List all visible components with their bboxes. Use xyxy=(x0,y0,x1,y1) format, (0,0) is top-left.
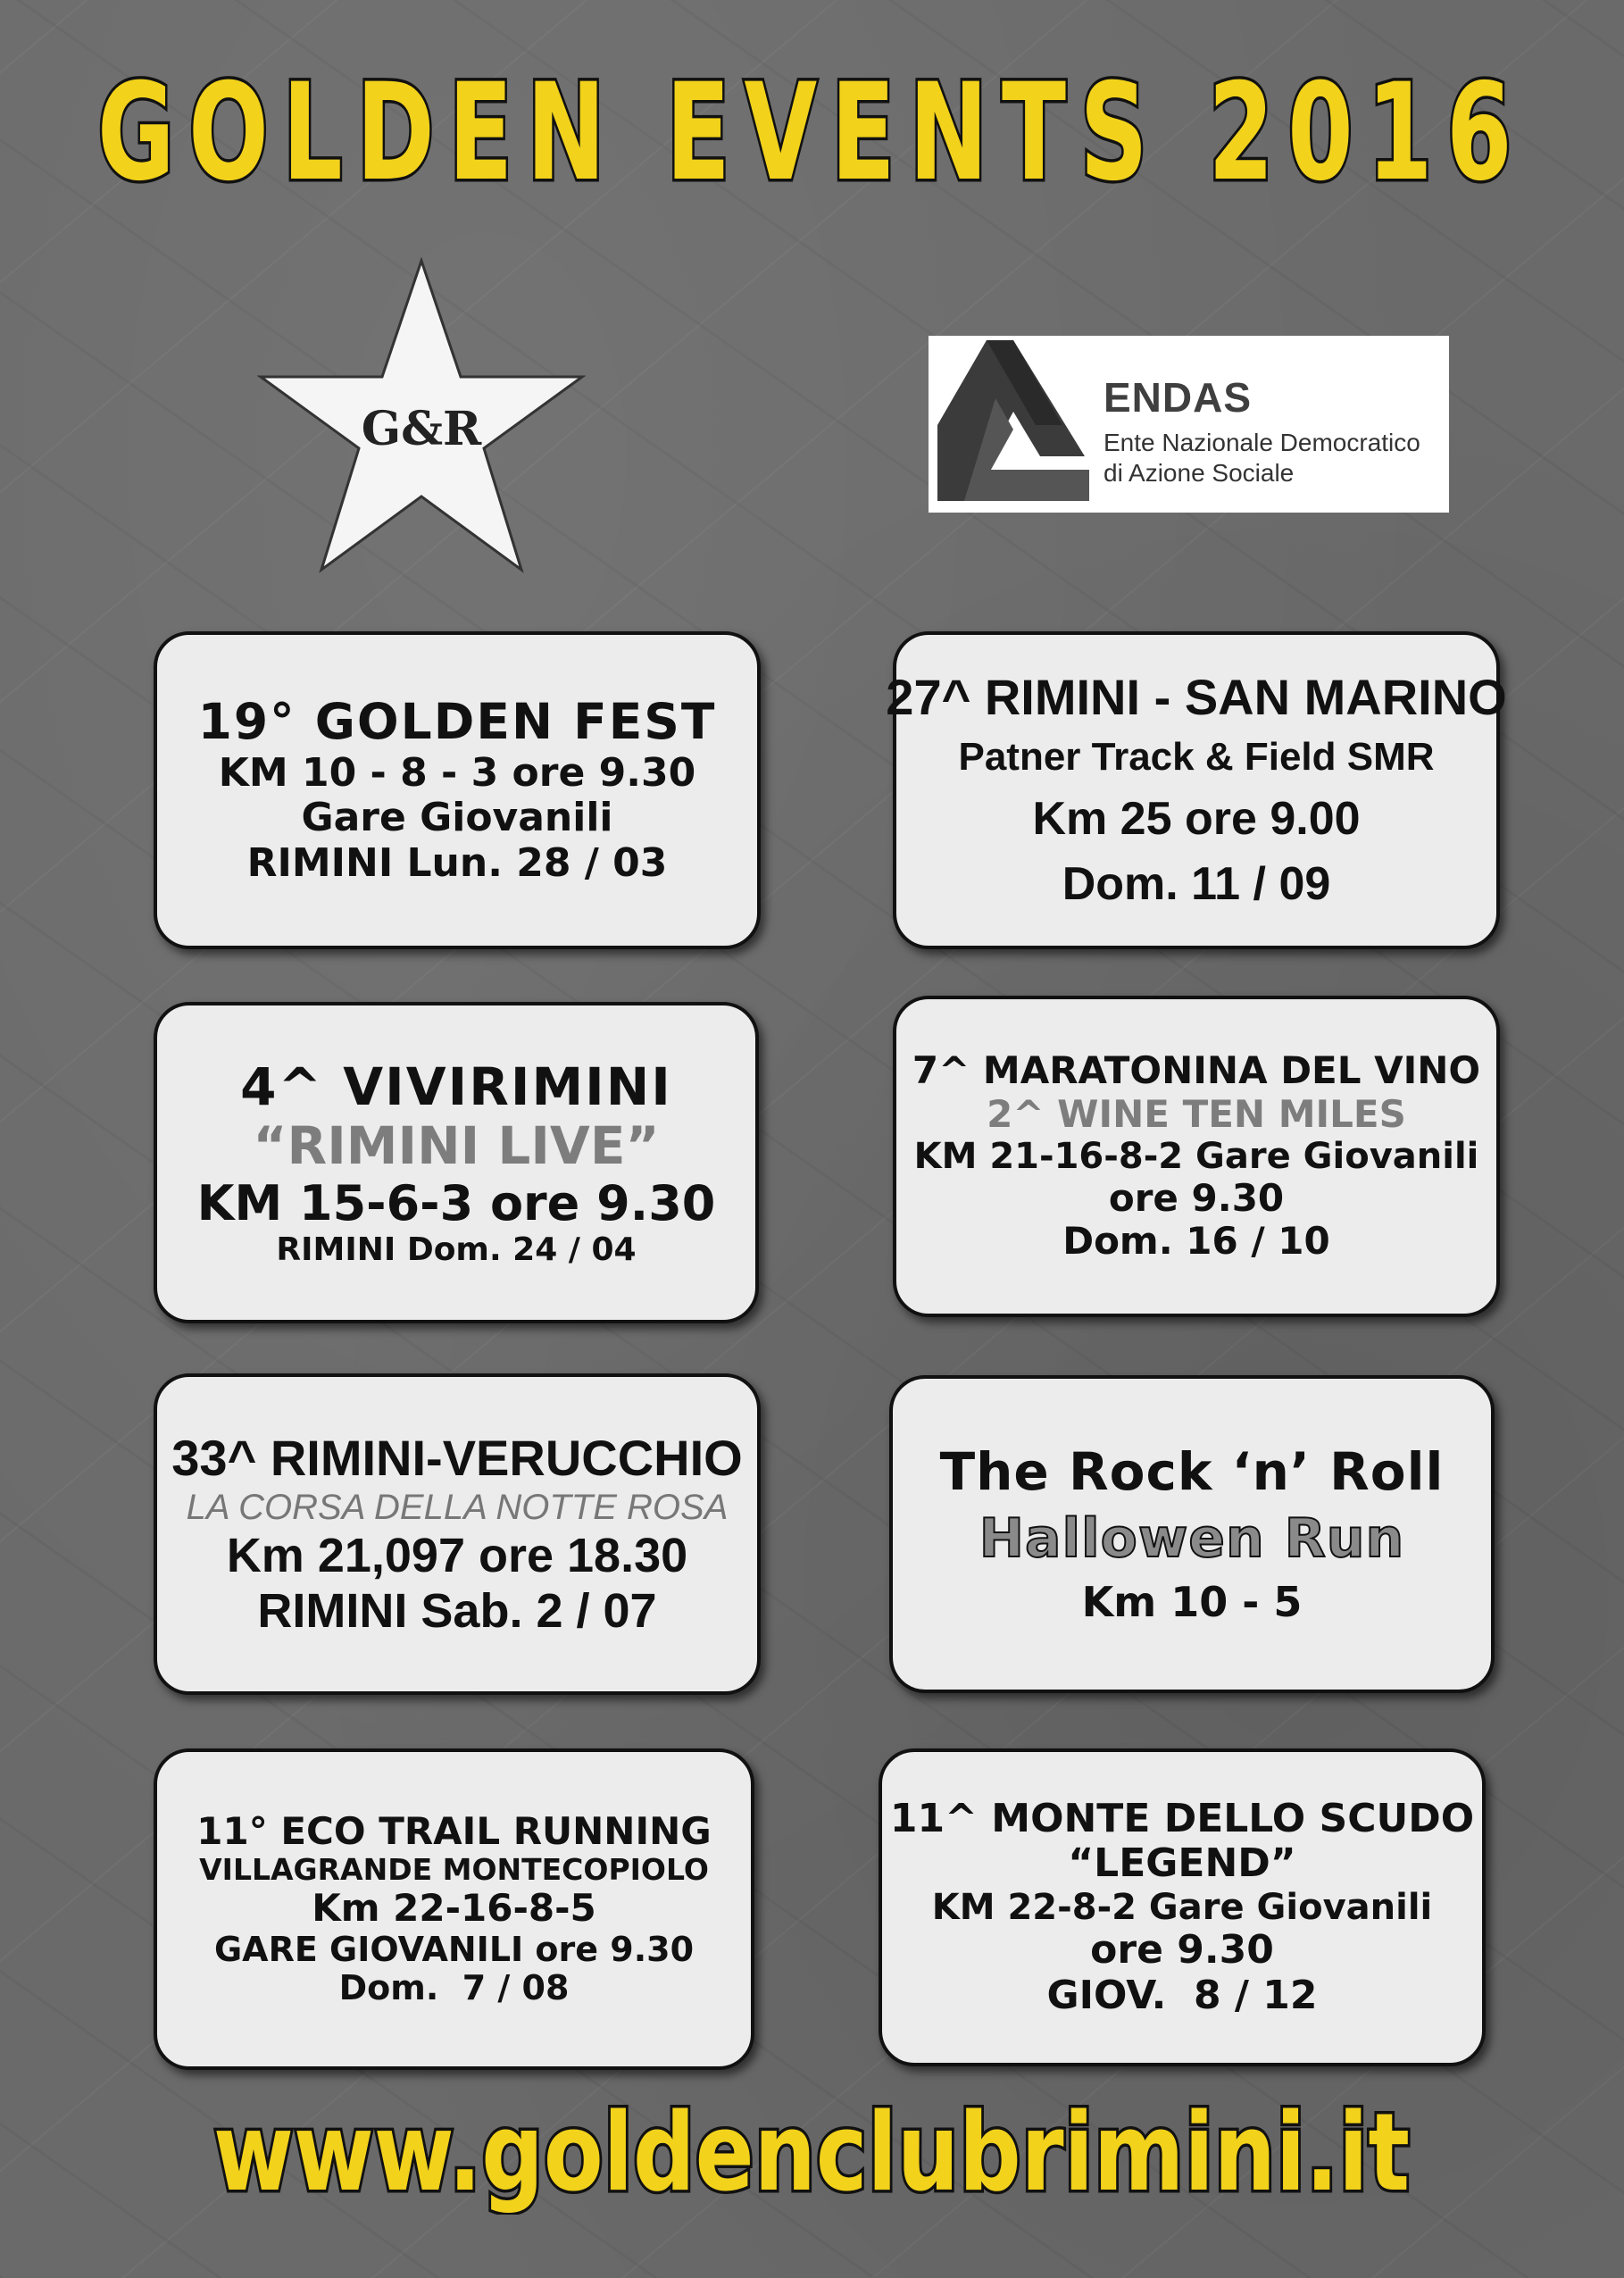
event-detail: KM 15-6-3 ore 9.30 xyxy=(196,1174,716,1231)
club-star-logo xyxy=(257,257,586,579)
event-detail: Gare Giovanili xyxy=(301,795,613,841)
event-detail: KM 22-8-2 Gare Giovanili xyxy=(931,1887,1433,1928)
event-date: RIMINI Lun. 28 / 03 xyxy=(246,839,668,886)
event-subtitle: “RIMINI LIVE” xyxy=(253,1115,660,1177)
svg-text:G&R: G&R xyxy=(361,402,482,456)
event-title: The Rock ‘n’ Roll xyxy=(939,1440,1445,1502)
website-link[interactable] xyxy=(0,2090,1624,2215)
event-date: GIOV. 8 / 12 xyxy=(1046,1972,1318,2018)
event-detail: ore 9.30 xyxy=(1108,1176,1285,1220)
event-detail: Km 22-16-8-5 xyxy=(312,1886,596,1931)
endas-line-2: di Azione Sociale xyxy=(1103,459,1295,487)
event-detail: VILLAGRANDE MONTECOPIOLO xyxy=(199,1852,709,1888)
event-detail: Km 21,097 ore 18.30 xyxy=(226,1529,688,1583)
event-card-golden-fest xyxy=(154,631,761,949)
endas-name: ENDAS xyxy=(1103,374,1253,421)
event-detail: GARE GIOVANILI ore 9.30 xyxy=(213,1929,695,1969)
event-card-rimini-verucchio xyxy=(154,1373,761,1695)
event-title: 11° ECO TRAIL RUNNING xyxy=(196,1809,712,1854)
event-date: Dom. 11 / 09 xyxy=(1062,858,1331,911)
event-detail: KM 21-16-8-2 Gare Giovanili xyxy=(913,1136,1479,1177)
event-subtitle: 2^ WINE TEN MILES xyxy=(987,1091,1406,1136)
event-title: 11^ MONTE DELLO SCUDO xyxy=(889,1795,1475,1841)
endas-triangle-icon xyxy=(929,336,1098,513)
event-detail: ore 9.30 xyxy=(1090,1927,1274,1973)
event-card-vivirimini xyxy=(154,1002,759,1323)
event-title: 7^ MARATONINA DEL VINO xyxy=(912,1048,1481,1093)
endas-line-1: Ente Nazionale Democratico xyxy=(1103,429,1420,456)
event-card-maratonina-del-vino xyxy=(893,996,1500,1317)
event-title: 19° GOLDEN FEST xyxy=(197,693,717,751)
event-card-eco-trail-running xyxy=(154,1748,754,2070)
event-subtitle: Hallowen Run xyxy=(979,1507,1405,1571)
event-title: 4^ VIVIRIMINI xyxy=(240,1056,672,1117)
event-subtitle: LA CORSA DELLA NOTTE ROSA xyxy=(186,1488,729,1528)
event-card-rimini-san-marino xyxy=(886,631,1507,949)
event-detail: KM 10 - 8 - 3 ore 9.30 xyxy=(218,749,696,796)
event-card-monte-dello-scudo xyxy=(879,1748,1486,2066)
event-date: Dom. 16 / 10 xyxy=(1062,1219,1330,1264)
event-title: 33^ RIMINI-VERUCCHIO xyxy=(171,1429,743,1486)
event-subtitle: “LEGEND” xyxy=(1068,1840,1296,1887)
event-card-rock-n-roll xyxy=(889,1375,1495,1693)
event-date: RIMINI Sab. 2 / 07 xyxy=(257,1584,657,1639)
event-detail: Km 25 ore 9.00 xyxy=(1032,792,1361,845)
poster-title xyxy=(0,54,1624,214)
event-detail: Km 10 - 5 xyxy=(1081,1578,1303,1627)
endas-logo xyxy=(929,336,1449,513)
event-title: 27^ RIMINI - SAN MARINO xyxy=(886,668,1507,725)
event-date: RIMINI Dom. 24 / 04 xyxy=(276,1231,637,1269)
event-detail: Patner Track & Field SMR xyxy=(958,735,1435,780)
svg-text:GOLDEN EVENTS 2016: GOLDEN EVENTS 2016 xyxy=(97,55,1526,211)
event-date: Dom. 7 / 08 xyxy=(338,1968,570,2008)
svg-text:www.goldenclubrimini.it: www.goldenclubrimini.it xyxy=(213,2091,1410,2215)
